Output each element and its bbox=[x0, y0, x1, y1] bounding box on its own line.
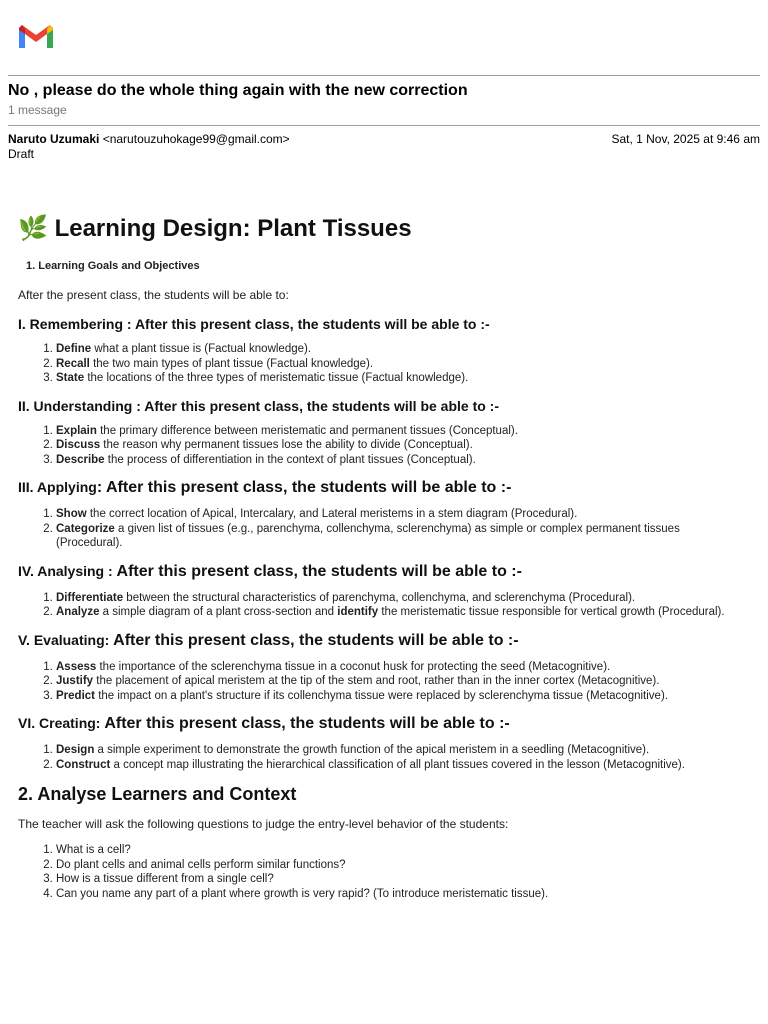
sender-line bbox=[8, 132, 290, 146]
sender-email: <narutouzuhokage99@gmail.com> bbox=[102, 132, 290, 146]
list-item bbox=[56, 743, 748, 758]
list-item bbox=[56, 342, 748, 357]
objective-level-label: IV. Analysing : bbox=[18, 562, 113, 579]
document-title bbox=[18, 212, 748, 246]
list-item bbox=[56, 507, 748, 522]
action-verb: Differentiate bbox=[56, 591, 124, 604]
objective-heading bbox=[18, 715, 748, 733]
list-item bbox=[56, 453, 748, 468]
email-subject: No , please do the whole thing again with the new correction bbox=[8, 82, 468, 99]
action-verb: Construct bbox=[56, 758, 111, 771]
draft-label: Draft bbox=[8, 147, 35, 161]
question-item: 4. Can you name any part of a plant where growth is very rapid? (To introduce meristematic tissue). bbox=[56, 887, 748, 902]
action-verb: Discuss bbox=[56, 439, 101, 451]
list-item bbox=[56, 689, 748, 704]
objective-heading bbox=[18, 563, 748, 581]
objective-text: the importance of the sclerenchyma tissue in a coconut husk for protecting the seed (Metacognitive). bbox=[96, 660, 611, 673]
intro-text: After the present class, the students will be able to: bbox=[18, 288, 289, 302]
list-item bbox=[56, 438, 748, 453]
objective-text: a simple diagram of a plant cross-section and bbox=[99, 606, 338, 618]
action-verb: Predict bbox=[56, 689, 95, 702]
action-verb: Define bbox=[56, 343, 92, 355]
document-title-text: Learning Design: Plant Tissues bbox=[54, 215, 412, 242]
objective-text: what a plant tissue is (Factual knowledge). bbox=[91, 343, 312, 355]
objective-text: the correct location of Apical, Intercalary, and Lateral meristems in a stem diagram (Procedural). bbox=[86, 508, 578, 520]
question-item: 3. How is a tissue different from a single cell? bbox=[56, 872, 748, 887]
objective-text: a concept map illustrating the hierarchical classification of all plant tissues covered in the lesson (Metacognitive). bbox=[110, 758, 685, 771]
objective-heading bbox=[18, 316, 748, 332]
list-item bbox=[56, 591, 748, 606]
list-item bbox=[56, 758, 748, 773]
gmail-logo-icon bbox=[16, 20, 56, 52]
action-verb: Show bbox=[56, 508, 87, 520]
objective-list bbox=[18, 342, 748, 386]
herb-icon: 🌿 bbox=[18, 215, 48, 242]
objective-text: the reason why permanent tissues lose the ability to divide (Conceptual). bbox=[100, 439, 473, 451]
list-item bbox=[56, 357, 748, 372]
divider bbox=[8, 75, 760, 76]
objective-text: the locations of the three types of meristematic tissue (Factual knowledge). bbox=[84, 372, 469, 384]
objective-level-label: V. Evaluating: bbox=[18, 631, 110, 648]
objective-list bbox=[18, 743, 748, 772]
objective-sections bbox=[18, 316, 748, 772]
objective-list bbox=[18, 424, 748, 468]
email-body bbox=[18, 212, 748, 913]
goals-heading: 1. Learning Goals and Objectives bbox=[26, 260, 200, 272]
email-date: Sat, 1 Nov, 2025 at 9:46 am bbox=[611, 132, 760, 146]
action-verb: Explain bbox=[56, 424, 97, 437]
action-verb: Describe bbox=[56, 453, 105, 466]
list-item bbox=[56, 605, 748, 620]
action-verb: Design bbox=[56, 744, 95, 756]
action-verb: Analyze bbox=[56, 606, 100, 618]
question-item: 1. What is a cell? bbox=[56, 843, 748, 858]
objective-text: a given list of tissues (e.g., parenchyma, collenchyma, sclerenchyma) as simple or complex permanent tissues (Procedural). bbox=[56, 522, 680, 549]
objective-list bbox=[18, 591, 748, 620]
objective-list bbox=[18, 660, 748, 704]
objective-heading bbox=[18, 632, 748, 650]
list-item bbox=[56, 522, 748, 551]
question-list bbox=[18, 843, 748, 901]
objective-text: a simple experiment to demonstrate the growth function of the apical meristem in a seedling (Metacognitive). bbox=[94, 744, 650, 756]
objective-text: the primary difference between meristematic and permanent tissues (Conceptual). bbox=[96, 424, 518, 437]
objective-text: the two main types of plant tissue (Factual knowledge). bbox=[89, 357, 374, 370]
list-item bbox=[56, 660, 748, 675]
objective-level-label: III. Applying bbox=[18, 479, 97, 495]
action-verb: Recall bbox=[56, 357, 90, 370]
action-verb: State bbox=[56, 372, 85, 384]
section2-intro: The teacher will ask the following questions to judge the entry-level behavior of the students: bbox=[18, 817, 509, 831]
objective-heading bbox=[18, 479, 748, 497]
objective-list bbox=[18, 507, 748, 551]
list-item bbox=[56, 424, 748, 439]
objective-heading-text: : After this present class, the students will be able to :- bbox=[96, 479, 512, 496]
divider bbox=[8, 125, 760, 126]
message-count: 1 message bbox=[8, 103, 67, 117]
list-item bbox=[56, 674, 748, 689]
objective-text: between the structural characteristics of parenchyma, collenchyma, and sclerenchyma (Procedural). bbox=[123, 591, 636, 604]
action-verb: Categorize bbox=[56, 522, 115, 535]
objective-heading-text: After this present class, the students will be able to :- bbox=[109, 631, 519, 649]
objective-text: the placement of apical meristem at the tip of the stem and root, rather than in the inner cortex (Metacognitive). bbox=[93, 675, 660, 687]
objective-heading-text: After this present class, the students will be able to :- bbox=[100, 715, 510, 732]
action-verb: Justify bbox=[56, 675, 94, 687]
objective-heading-text: After this present class, the students will be able to :- bbox=[112, 562, 522, 580]
section2-heading: 2. Analyse Learners and Context bbox=[18, 784, 297, 804]
question-item: 2. Do plant cells and animal cells perform similar functions? bbox=[56, 858, 748, 873]
objective-heading-text: II. Understanding : After this present class, the students will be able to :- bbox=[18, 397, 499, 414]
objective-heading-text: I. Remembering : After this present class, the students will be able to :- bbox=[18, 316, 490, 332]
action-verb: identify bbox=[337, 606, 379, 618]
list-item bbox=[56, 371, 748, 386]
objective-text: the process of differentiation in the context of plant tissues (Conceptual). bbox=[104, 453, 476, 466]
objective-level-label: VI. Creating: bbox=[18, 715, 101, 731]
sender-name: Naruto Uzumaki bbox=[8, 132, 100, 146]
objective-text: the impact on a plant's structure if its collenchyma tissue were replaced by sclerenchyma tissue (Metacognitive). bbox=[95, 689, 668, 702]
action-verb: Assess bbox=[56, 660, 97, 673]
objective-heading bbox=[18, 398, 748, 414]
objective-text: the meristematic tissue responsible for vertical growth (Procedural). bbox=[378, 606, 725, 618]
